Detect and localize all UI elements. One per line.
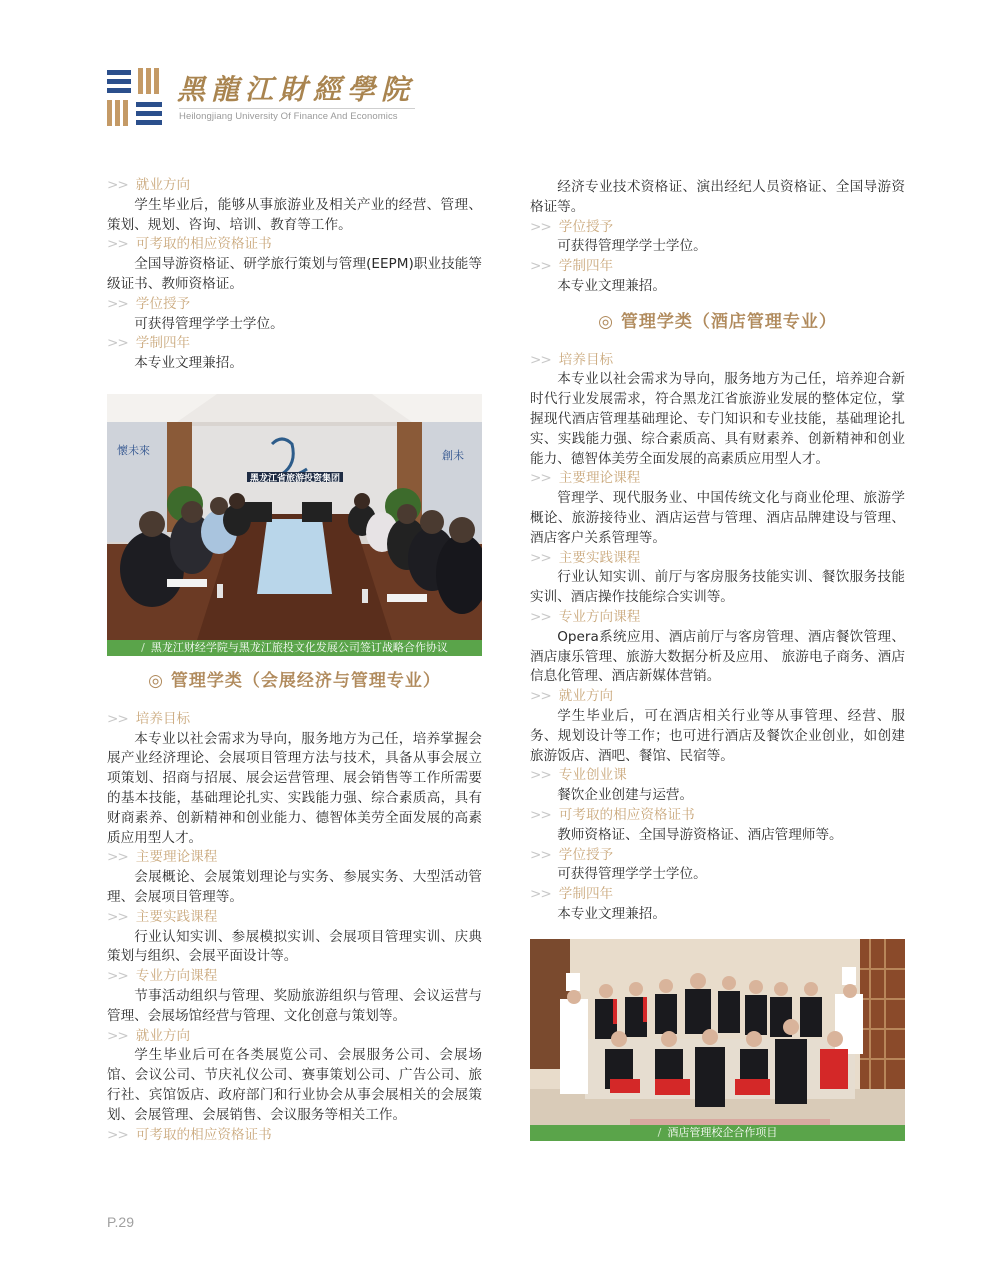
double-chevron-icon: >> [530, 549, 551, 566]
double-chevron-icon: >> [530, 258, 551, 275]
section-heading: >> 可考取的相应资格证书 [107, 236, 272, 253]
section-body: 可获得管理学学士学位。 [557, 238, 707, 255]
double-chevron-icon: >> [530, 767, 551, 784]
double-chevron-icon: >> [107, 177, 128, 193]
double-chevron-icon: >> [107, 295, 128, 312]
section-body: 本专业以社会需求为导向，服务地方为己任，培养掌握会展产业经济理论、会展项目管理方法与技术，具备从事会展立项策划、招商与招展、展会运营管理、展会销售等工作所需要的基本技能，基础理论扎实、实践能力强、综合素质高，具有财商素养、创新精神和创业能力、德智体美劳全面发展的高素质应用型人才。 [107, 730, 482, 846]
section-body: 可获得管理学学士学位。 [134, 315, 284, 332]
section-body: 学生毕业后，可在酒店相关行业等从事管理、经营、服务、规划设计等工作；也可进行酒店及餐饮企业创业，如创建旅游饭店、酒吧、餐馆、民宿等。 [530, 707, 905, 764]
section-heading: >> 学制四年 [530, 886, 614, 903]
section-heading: >> 学位授予 [530, 218, 614, 235]
page-number: P.29 [107, 1214, 134, 1230]
exhibition-major-section [107, 710, 482, 1146]
double-chevron-icon: >> [530, 608, 551, 625]
section-body: 本专业文理兼招。 [557, 277, 666, 294]
svg-text:懷未來: 懷未來 [117, 443, 150, 457]
logo-emblem-icon [107, 68, 163, 126]
double-chevron-icon: >> [107, 236, 128, 253]
double-chevron-icon: >> [530, 470, 551, 487]
svg-text:創未: 創未 [442, 448, 464, 462]
section-body: 学生毕业后可在各类展览公司、会展服务公司、会展场馆、会议公司、节庆礼仪公司、赛事策划公司、广告公司、旅行社、宾馆饭店、政府部门和行业协会从事会展相关的会展策划、会展管理、会展销售、会议服务等相关工作。 [107, 1047, 482, 1123]
logo-divider [179, 108, 415, 109]
logo-chinese-name: 黑龍江財經學院 [177, 73, 416, 106]
group-photo-image [530, 939, 905, 1141]
double-chevron-icon: >> [530, 886, 551, 903]
double-chevron-icon: >> [530, 846, 551, 863]
exhibition-continued-section [530, 178, 905, 297]
section-heading: >> 主要理论课程 [107, 849, 218, 866]
section-heading: >> 培养目标 [107, 710, 191, 727]
section-heading: >> 就业方向 [107, 1027, 191, 1044]
tourism-continued-section [107, 176, 482, 374]
section-body: Opera系统应用、酒店前厅与客房管理、酒店餐饮管理、酒店康乐管理、旅游大数据分析及应用、 旅游电子商务、酒店信息化管理、酒店新媒体营销。 [530, 628, 905, 685]
section-heading: >> 学位授予 [107, 295, 191, 312]
section-body: 本专业文理兼招。 [134, 355, 243, 372]
section-heading: >> 学位授予 [530, 846, 614, 863]
double-chevron-icon: >> [530, 218, 551, 235]
section-heading: >> 可考取的相应资格证书 [530, 806, 695, 823]
meeting-photo [107, 394, 482, 656]
double-chevron-icon: >> [530, 351, 551, 368]
section-body: 教师资格证、全国导游资格证、酒店管理师等。 [557, 826, 843, 843]
hotel-major-section [530, 351, 905, 925]
section-body: 管理学、现代服务业、中国传统文化与商业伦理、旅游学概论、旅游接待业、酒店运营与管理、酒店品牌建设与管理、酒店客户关系管理等。 [530, 490, 905, 546]
section-body: 行业认知实训、参展模拟实训、会展项目管理实训、庆典策划与组织、会展平面设计等。 [107, 928, 482, 965]
exhibition-major-title: ◎ 管理学类（会展经济与管理专业） [148, 670, 441, 691]
section-body: 餐饮企业创建与运营。 [557, 787, 694, 804]
section-heading: >> 主要实践课程 [107, 908, 218, 925]
university-logo [107, 68, 417, 130]
double-chevron-icon: >> [530, 806, 551, 823]
photo-caption: / 酒店管理校企合作项目 [530, 1125, 905, 1141]
section-heading: >> 培养目标 [530, 351, 614, 368]
double-chevron-icon: >> [107, 908, 128, 925]
double-chevron-icon: >> [107, 335, 128, 352]
double-chevron-icon: >> [107, 1027, 128, 1044]
hotel-staff-photo [530, 939, 905, 1141]
double-chevron-icon: >> [107, 1126, 128, 1143]
section-body: 会展概论、会展策划理论与实务、参展实务、大型活动管理、会展项目管理等。 [107, 869, 482, 905]
section-heading: >> 学制四年 [530, 258, 614, 275]
section-body: 本专业文理兼招。 [557, 905, 666, 922]
section-body: 行业认知实训、前厅与客房服务技能实训、餐饮服务技能实训、酒店操作技能综合实训等。 [530, 569, 905, 606]
conference-room-image [107, 394, 482, 656]
photo-caption: / 黑龙江财经学院与黑龙江旅投文化发展公司签订战略合作协议 [107, 640, 482, 656]
section-body: 可获得管理学学士学位。 [557, 866, 707, 883]
double-chevron-icon: >> [107, 968, 128, 985]
section-heading: >> 可考取的相应资格证书 [107, 1126, 272, 1143]
double-chevron-icon: >> [107, 710, 128, 727]
section-heading: >> 主要理论课程 [530, 470, 641, 487]
section-heading: >> 就业方向 [107, 177, 191, 193]
double-chevron-icon: >> [107, 849, 128, 866]
right-column [530, 178, 905, 1141]
section-heading: >> 专业方向课程 [107, 968, 218, 985]
logo-english-name: Heilongjiang University Of Finance And Economics [179, 111, 398, 122]
double-chevron-icon: >> [530, 688, 551, 705]
section-body: 学生毕业后，能够从事旅游业及相关产业的经营、管理、策划、规划、咨询、培训、教育等工作。 [107, 196, 482, 233]
section-body: 节事活动组织与管理、奖励旅游组织与管理、会议运营与管理、会展场馆经营与管理、文化创意与策划等。 [107, 987, 482, 1024]
section-body: 本专业以社会需求为导向，服务地方为己任，培养迎合新时代行业发展需求，符合黑龙江省旅游业发展的整体定位，掌握现代酒店管理基础理论、专门知识和专业技能，基础理论扎实、实践能力强、综合素质高、具有财素养、创新精神和创业能力、德智体美劳全面发展的高素质应用型人才。 [530, 371, 905, 467]
section-body: 全国导游资格证、研学旅行策划与管理(EEPM)职业技能等级证书、教师资格证。 [107, 256, 482, 292]
section-heading: >> 学制四年 [107, 335, 191, 352]
section-heading: >> 专业方向课程 [530, 608, 641, 625]
section-heading: >> 主要实践课程 [530, 549, 641, 566]
svg-text:黑龙江省旅游投资集团: 黑龙江省旅游投资集团 [249, 473, 341, 484]
section-body: 经济专业技术资格证、演出经纪人员资格证、全国导游资格证等。 [530, 179, 905, 215]
hotel-major-title: ◎ 管理学类（酒店管理专业） [598, 311, 837, 332]
section-heading: >> 专业创业课 [530, 767, 627, 784]
section-heading: >> 就业方向 [530, 688, 614, 705]
left-column [107, 176, 482, 1145]
